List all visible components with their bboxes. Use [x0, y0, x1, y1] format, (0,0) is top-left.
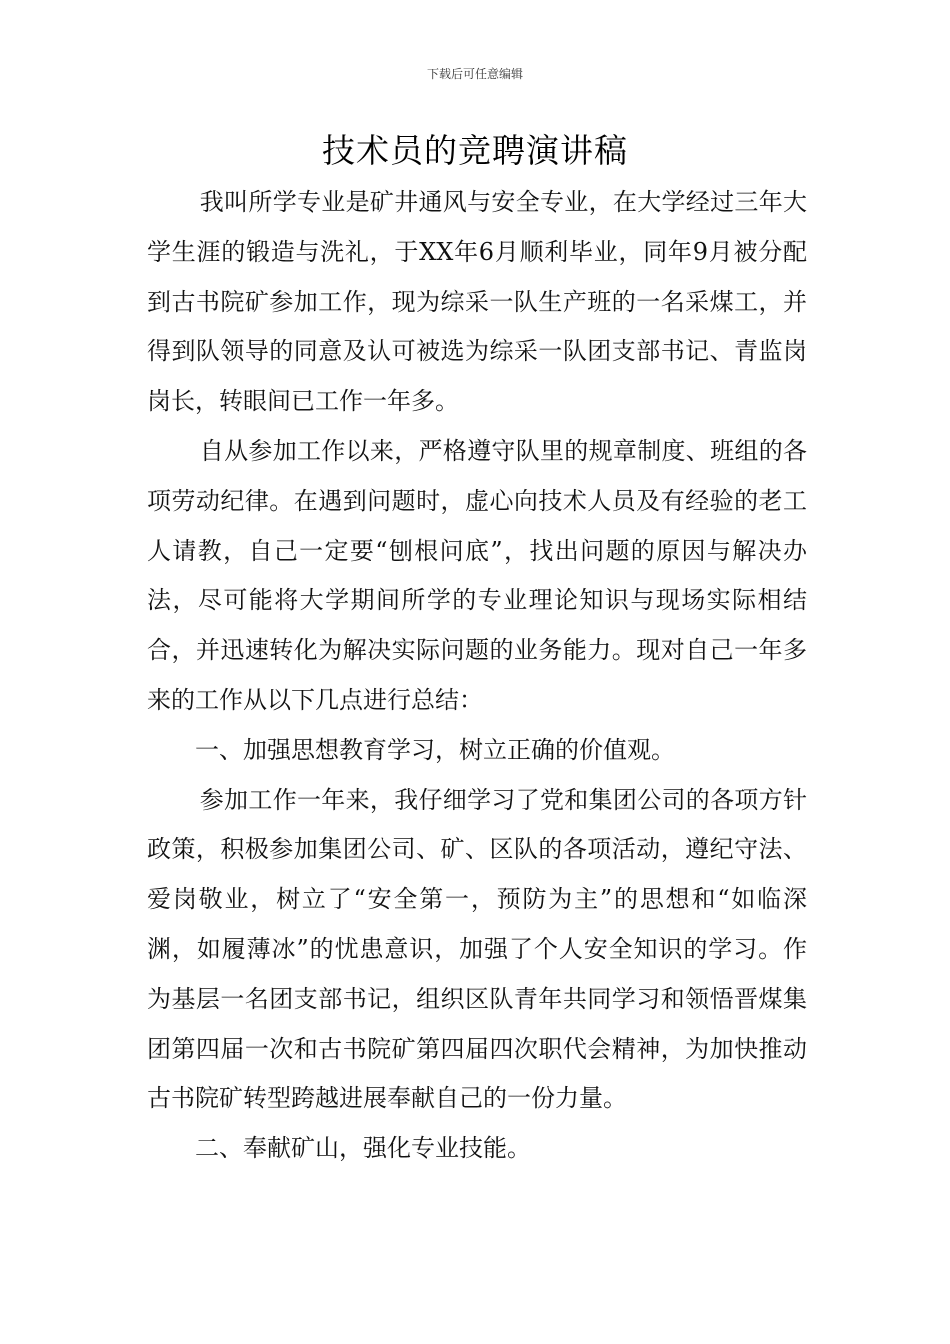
section-heading-2: 二、奉献矿山，强化专业技能。	[195, 1134, 531, 1163]
paragraph-study: 参加工作一年来，我仔细学习了党和集团公司的各项方针政策，积极参加集团公司、矿、区队的各项活动，遵纪守法、爱岗敬业，树立了“安全第一，预防为主”的思想和“如临深渊，如履薄冰”的忧患意识，加强了个人安全知识的学习。作为基层一名团支部书记，组织区队青年共同学习和领悟晋煤集团第四届一次和古书院矿第四届四次职代会精神，为加快推动古书院矿转型跨越进展奉献自己的一份力量。	[147, 785, 807, 1113]
document-body	[147, 178, 807, 1174]
document-title: 技术员的竞聘演讲稿	[322, 131, 628, 170]
header-note: 下载后可任意编辑	[426, 67, 523, 81]
paragraph-work-attitude: 自从参加工作以来，严格遵守队里的规章制度、班组的各项劳动纪律。在遇到问题时，虚心向技术人员及有经验的老工人请教，自己一定要“刨根问底”，找出问题的原因与解决办法，尽可能将大学期间所学的专业理论知识与现场实际相结合，并迅速转化为解决实际问题的业务能力。现对自己一年多来的工作从以下几点进行总结：	[147, 436, 807, 714]
section-heading-1: 一、加强思想教育学习，树立正确的价值观。	[195, 735, 675, 764]
paragraph-intro: 我叫所学专业是矿井通风与安全专业，在大学经过三年大学生涯的锻造与洗礼，于XX年6月顺利毕业，同年9月被分配到古书院矿参加工作，现为综采一队生产班的一名采煤工，并得到队领导的同意及认可被选为综采一队团支部书记、青监岗岗长，转眼间已工作一年多。	[147, 188, 807, 416]
